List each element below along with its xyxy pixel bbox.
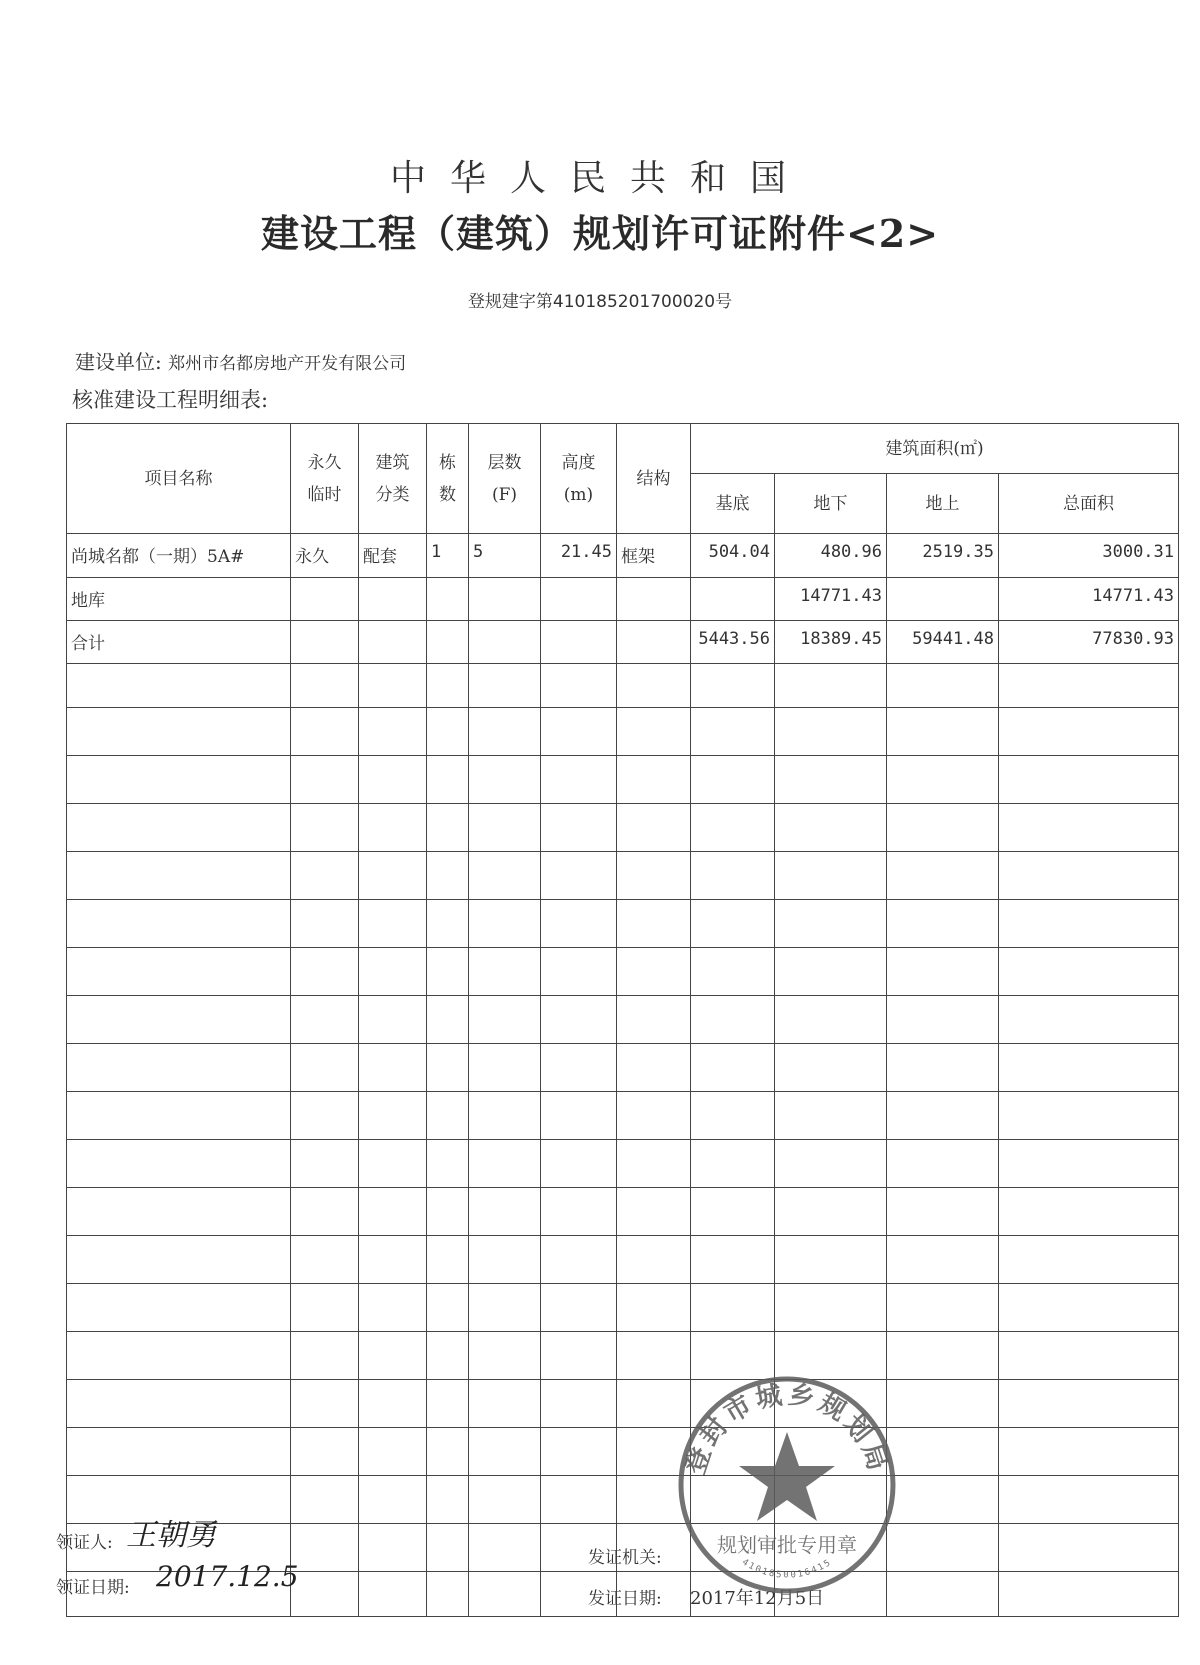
header-area-group: 建筑面积(㎡) [691, 424, 1179, 474]
empty-cell [887, 1092, 999, 1140]
cell-permanent [291, 578, 359, 621]
empty-cell [359, 1284, 427, 1332]
empty-cell [67, 1428, 291, 1476]
empty-cell [691, 1284, 775, 1332]
empty-cell [775, 1092, 887, 1140]
empty-cell [427, 1380, 469, 1428]
empty-cell [887, 1236, 999, 1284]
empty-cell [541, 948, 617, 996]
empty-cell [887, 1140, 999, 1188]
empty-table-row [67, 1332, 1179, 1380]
empty-table-row [67, 996, 1179, 1044]
empty-table-row [67, 1284, 1179, 1332]
empty-cell [541, 996, 617, 1044]
cell-category [359, 578, 427, 621]
empty-cell [541, 1092, 617, 1140]
empty-cell [359, 1428, 427, 1476]
empty-cell [775, 1140, 887, 1188]
empty-cell [291, 900, 359, 948]
empty-cell [469, 804, 541, 852]
empty-cell [999, 948, 1179, 996]
recipient-date: 2017.12.5 [156, 1560, 299, 1593]
empty-cell [617, 1140, 691, 1188]
empty-cell [359, 1236, 427, 1284]
empty-cell [67, 1236, 291, 1284]
empty-cell [691, 1140, 775, 1188]
empty-cell [427, 1476, 469, 1524]
header-structure: 结构 [617, 424, 691, 534]
empty-cell [67, 664, 291, 708]
empty-cell [775, 996, 887, 1044]
empty-cell [291, 852, 359, 900]
empty-cell [67, 708, 291, 756]
empty-cell [999, 708, 1179, 756]
cell-floors [469, 621, 541, 664]
empty-cell [999, 1140, 1179, 1188]
empty-cell [359, 1332, 427, 1380]
empty-cell [359, 1092, 427, 1140]
empty-cell [359, 1380, 427, 1428]
empty-cell [775, 756, 887, 804]
empty-cell [291, 804, 359, 852]
empty-cell [999, 1476, 1179, 1524]
empty-cell [359, 1476, 427, 1524]
empty-table-row [67, 804, 1179, 852]
empty-cell [359, 900, 427, 948]
empty-cell [775, 852, 887, 900]
empty-cell [359, 948, 427, 996]
empty-cell [291, 1188, 359, 1236]
project-detail-table [66, 423, 1179, 1617]
empty-table-row [67, 1236, 1179, 1284]
header-area-underground: 地下 [775, 474, 887, 534]
empty-cell [469, 1092, 541, 1140]
empty-cell [427, 1524, 469, 1572]
empty-cell [541, 1380, 617, 1428]
empty-cell [427, 1572, 469, 1617]
empty-cell [691, 1092, 775, 1140]
table-row [67, 578, 1179, 621]
empty-cell [291, 1332, 359, 1380]
empty-cell [427, 1284, 469, 1332]
empty-cell [291, 1572, 359, 1617]
empty-cell [67, 756, 291, 804]
empty-cell [291, 948, 359, 996]
cell-category: 配套 [359, 534, 427, 578]
empty-cell [291, 756, 359, 804]
issuer-label: 发证机关: [588, 1548, 662, 1568]
cell-buildings: 1 [427, 534, 469, 578]
empty-cell [67, 1140, 291, 1188]
empty-cell [427, 1428, 469, 1476]
empty-cell [291, 1476, 359, 1524]
empty-table-row [67, 1476, 1179, 1524]
empty-cell [359, 1044, 427, 1092]
empty-cell [291, 996, 359, 1044]
empty-cell [291, 1044, 359, 1092]
empty-cell [775, 1188, 887, 1236]
seal-purpose-text: 规划审批专用章 [717, 1533, 857, 1557]
empty-table-row [67, 1044, 1179, 1092]
cell-buildings [427, 621, 469, 664]
empty-cell [469, 756, 541, 804]
official-seal [672, 1370, 902, 1600]
table-title: 核准建设工程明细表: [72, 388, 269, 412]
empty-cell [469, 1140, 541, 1188]
empty-cell [999, 1572, 1179, 1617]
empty-cell [617, 900, 691, 948]
issue-date: 2017年12月5日 [690, 1588, 825, 1609]
empty-cell [67, 1188, 291, 1236]
empty-cell [887, 1572, 999, 1617]
empty-cell [541, 900, 617, 948]
empty-cell [67, 948, 291, 996]
empty-cell [359, 756, 427, 804]
empty-cell [469, 1524, 541, 1572]
cell-area-total: 14771.43 [999, 578, 1179, 621]
empty-cell [617, 804, 691, 852]
cell-area-aboveground: 59441.48 [887, 621, 999, 664]
construction-unit [75, 346, 406, 375]
header-project-name: 项目名称 [67, 424, 291, 534]
empty-cell [359, 1524, 427, 1572]
cell-area-base: 504.04 [691, 534, 775, 578]
empty-cell [67, 996, 291, 1044]
cell-buildings [427, 578, 469, 621]
header-category: 建筑 分类 [359, 424, 427, 534]
cell-structure [617, 578, 691, 621]
empty-cell [775, 664, 887, 708]
empty-cell [775, 948, 887, 996]
empty-cell [691, 804, 775, 852]
country-heading: 中华人民共和国 [389, 158, 810, 199]
empty-cell [427, 900, 469, 948]
header-height: 高度 (m) [541, 424, 617, 534]
empty-cell [617, 664, 691, 708]
empty-cell [999, 756, 1179, 804]
empty-cell [541, 1476, 617, 1524]
empty-cell [999, 1380, 1179, 1428]
empty-cell [541, 756, 617, 804]
empty-cell [691, 756, 775, 804]
unit-label: 建设单位: [75, 350, 162, 374]
empty-cell [469, 1284, 541, 1332]
empty-cell [427, 1044, 469, 1092]
cell-structure: 框架 [617, 534, 691, 578]
empty-cell [887, 1332, 999, 1380]
recipient-date-label: 领证日期: [56, 1578, 130, 1598]
empty-cell [999, 996, 1179, 1044]
empty-cell [617, 1092, 691, 1140]
empty-cell [887, 756, 999, 804]
empty-cell [999, 1332, 1179, 1380]
cell-project-name: 尚城名都（一期）5A# [67, 534, 291, 578]
empty-cell [541, 1236, 617, 1284]
empty-cell [469, 1188, 541, 1236]
empty-cell [469, 1572, 541, 1617]
empty-cell [887, 948, 999, 996]
empty-cell [887, 1524, 999, 1572]
empty-cell [67, 1044, 291, 1092]
empty-cell [469, 1236, 541, 1284]
empty-cell [691, 664, 775, 708]
empty-cell [67, 804, 291, 852]
empty-cell [999, 1188, 1179, 1236]
empty-cell [469, 996, 541, 1044]
empty-cell [469, 900, 541, 948]
empty-cell [775, 1044, 887, 1092]
cell-area-aboveground [887, 578, 999, 621]
empty-cell [691, 948, 775, 996]
cell-area-total: 77830.93 [999, 621, 1179, 664]
empty-cell [775, 708, 887, 756]
empty-cell [427, 852, 469, 900]
empty-cell [887, 804, 999, 852]
cell-structure [617, 621, 691, 664]
empty-cell [691, 708, 775, 756]
empty-cell [291, 1380, 359, 1428]
empty-cell [291, 1284, 359, 1332]
empty-cell [775, 900, 887, 948]
cell-area-underground: 480.96 [775, 534, 887, 578]
empty-cell [887, 852, 999, 900]
empty-cell [999, 1524, 1179, 1572]
empty-cell [887, 664, 999, 708]
header-floors: 层数 (F) [469, 424, 541, 534]
header-area-aboveground: 地上 [887, 474, 999, 534]
empty-cell [359, 664, 427, 708]
empty-cell [359, 1572, 427, 1617]
cell-floors [469, 578, 541, 621]
empty-table-row [67, 664, 1179, 708]
empty-cell [999, 1236, 1179, 1284]
header-area-base: 基底 [691, 474, 775, 534]
empty-cell [999, 664, 1179, 708]
empty-cell [887, 900, 999, 948]
empty-cell [291, 1140, 359, 1188]
empty-cell [469, 1380, 541, 1428]
empty-cell [887, 708, 999, 756]
empty-cell [427, 1188, 469, 1236]
empty-cell [291, 1236, 359, 1284]
cell-area-underground: 18389.45 [775, 621, 887, 664]
header-buildings: 栋 数 [427, 424, 469, 534]
empty-table-row [67, 900, 1179, 948]
cell-floors: 5 [469, 534, 541, 578]
empty-cell [541, 804, 617, 852]
empty-cell [617, 1236, 691, 1284]
empty-cell [427, 1092, 469, 1140]
empty-cell [469, 1428, 541, 1476]
cell-area-base: 5443.56 [691, 621, 775, 664]
empty-cell [67, 852, 291, 900]
empty-cell [541, 1188, 617, 1236]
empty-cell [887, 1284, 999, 1332]
empty-table-row [67, 708, 1179, 756]
empty-cell [291, 708, 359, 756]
empty-cell [617, 852, 691, 900]
empty-cell [541, 1284, 617, 1332]
empty-cell [427, 756, 469, 804]
empty-cell [617, 1044, 691, 1092]
empty-cell [469, 852, 541, 900]
svg-text:4101850016415 [740, 1557, 834, 1580]
empty-cell [887, 1428, 999, 1476]
empty-cell [469, 1476, 541, 1524]
cell-project-name: 合计 [67, 621, 291, 664]
empty-table-row [67, 948, 1179, 996]
empty-cell [775, 1284, 887, 1332]
empty-cell [617, 996, 691, 1044]
empty-cell [291, 1428, 359, 1476]
empty-cell [427, 664, 469, 708]
cell-area-aboveground: 2519.35 [887, 534, 999, 578]
empty-cell [541, 708, 617, 756]
document-title: 建设工程（建筑）规划许可证附件<2> [260, 211, 940, 256]
empty-cell [67, 1092, 291, 1140]
empty-cell [291, 664, 359, 708]
empty-cell [617, 948, 691, 996]
cell-height [541, 578, 617, 621]
empty-cell [427, 1332, 469, 1380]
empty-cell [999, 804, 1179, 852]
empty-cell [541, 852, 617, 900]
empty-cell [617, 708, 691, 756]
empty-cell [67, 900, 291, 948]
empty-cell [999, 1044, 1179, 1092]
empty-cell [617, 1284, 691, 1332]
empty-cell [359, 708, 427, 756]
empty-cell [427, 948, 469, 996]
recipient-label: 领证人: [56, 1533, 113, 1553]
cell-height [541, 621, 617, 664]
header-permanent: 永久 临时 [291, 424, 359, 534]
empty-table-row [67, 756, 1179, 804]
empty-cell [359, 1140, 427, 1188]
empty-cell [67, 1332, 291, 1380]
empty-cell [541, 1332, 617, 1380]
empty-cell [617, 1188, 691, 1236]
cell-area-underground: 14771.43 [775, 578, 887, 621]
empty-cell [887, 1476, 999, 1524]
empty-table-row [67, 1188, 1179, 1236]
empty-cell [469, 948, 541, 996]
empty-cell [541, 1428, 617, 1476]
empty-table-row [67, 1092, 1179, 1140]
empty-cell [427, 1140, 469, 1188]
empty-cell [887, 996, 999, 1044]
empty-cell [541, 664, 617, 708]
empty-cell [541, 1140, 617, 1188]
empty-table-row [67, 852, 1179, 900]
empty-cell [999, 1092, 1179, 1140]
empty-cell [541, 1044, 617, 1092]
seal-org-text: 登封市城乡规划局 [680, 1379, 894, 1478]
header-area-total: 总面积 [999, 474, 1179, 534]
table-body [67, 534, 1179, 1617]
empty-cell [359, 1188, 427, 1236]
cell-permanent [291, 621, 359, 664]
empty-cell [359, 852, 427, 900]
empty-cell [291, 1524, 359, 1572]
unit-value: 郑州市名都房地产开发有限公司 [168, 354, 407, 374]
empty-cell [427, 708, 469, 756]
empty-cell [359, 996, 427, 1044]
empty-cell [291, 1092, 359, 1140]
empty-cell [469, 1044, 541, 1092]
empty-cell [427, 804, 469, 852]
empty-cell [999, 900, 1179, 948]
permit-number: 登规建字第410185201700020号 [467, 292, 733, 312]
empty-cell [999, 1428, 1179, 1476]
issue-date-label: 发证日期: [588, 1589, 662, 1609]
empty-cell [469, 1332, 541, 1380]
empty-cell [427, 996, 469, 1044]
empty-cell [775, 1236, 887, 1284]
empty-cell [469, 664, 541, 708]
empty-cell [887, 1380, 999, 1428]
recipient-signature: 王朝勇 [126, 1518, 216, 1553]
empty-cell [691, 1044, 775, 1092]
empty-cell [617, 756, 691, 804]
empty-cell [999, 1284, 1179, 1332]
empty-cell [775, 804, 887, 852]
empty-cell [887, 1044, 999, 1092]
empty-cell [691, 852, 775, 900]
cell-category [359, 621, 427, 664]
cell-permanent: 永久 [291, 534, 359, 578]
empty-cell [359, 804, 427, 852]
seal-star-icon [739, 1432, 835, 1521]
table-row [67, 621, 1179, 664]
cell-height: 21.45 [541, 534, 617, 578]
empty-cell [427, 1236, 469, 1284]
empty-cell [67, 1380, 291, 1428]
empty-table-row [67, 1428, 1179, 1476]
empty-cell [691, 996, 775, 1044]
empty-cell [691, 1188, 775, 1236]
cell-project-name: 地库 [67, 578, 291, 621]
cell-area-total: 3000.31 [999, 534, 1179, 578]
cell-area-base [691, 578, 775, 621]
seal-code-text: 4101850016415 [740, 1557, 834, 1581]
empty-cell [691, 900, 775, 948]
empty-cell [999, 852, 1179, 900]
empty-cell [67, 1284, 291, 1332]
table-row [67, 534, 1179, 578]
empty-cell [469, 708, 541, 756]
empty-table-row [67, 1140, 1179, 1188]
empty-table-row [67, 1380, 1179, 1428]
empty-cell [691, 1236, 775, 1284]
empty-cell [887, 1188, 999, 1236]
